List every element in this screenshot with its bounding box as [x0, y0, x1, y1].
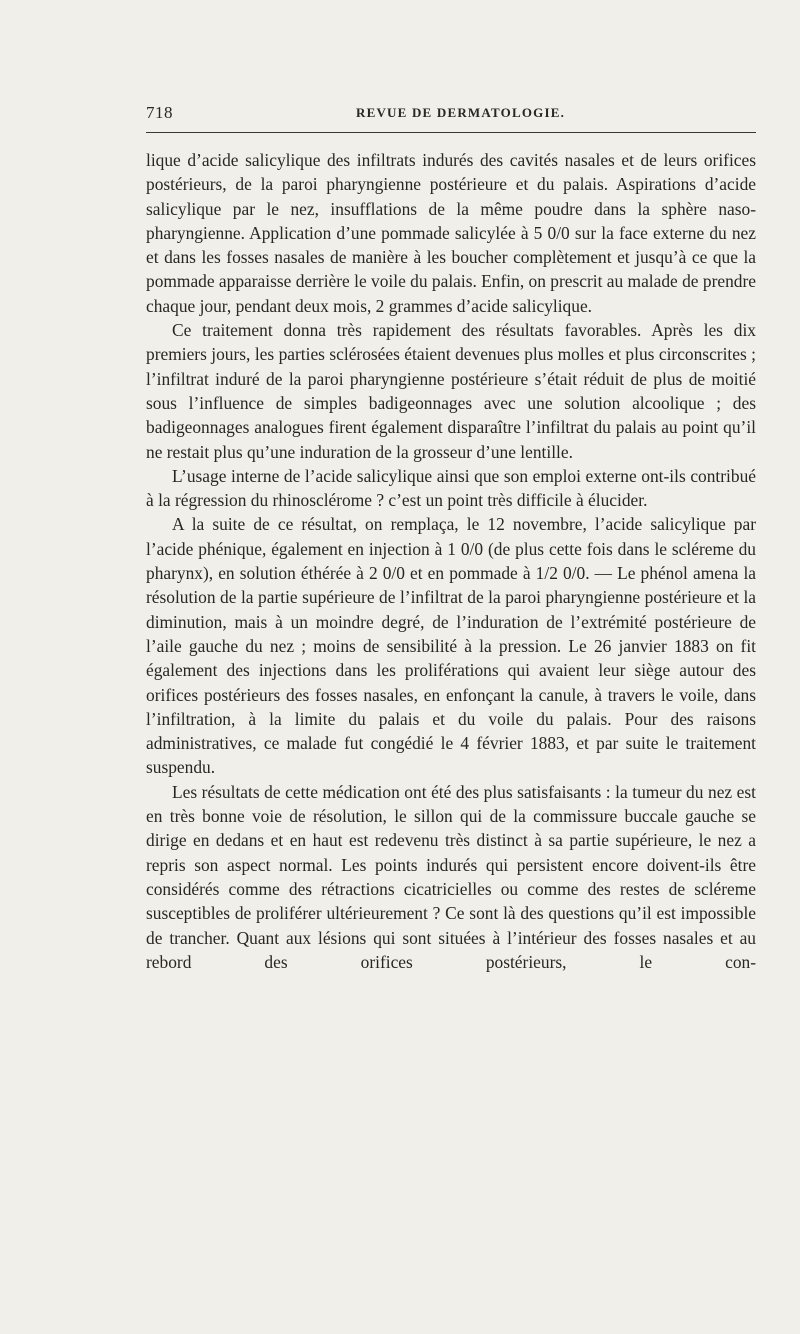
header-rule	[146, 132, 756, 133]
running-title: REVUE DE DERMATOLOGIE.	[356, 105, 566, 120]
paragraph-salicylic-question: L’usage interne de l’acide salicylique ainsi que son emploi externe ont-ils contribué à la régression du rhinosclérome ? c’est un point très difficile à élucider.	[146, 465, 756, 511]
paragraph-phenic-acid: A la suite de ce résultat, on remplaça, le 12 novembre, l’acide salicylique par l’acide phénique, également en injection à 1 0/0 (de plus cette fois dans le scléreme du pharynx), en solution éthérée à 2 0/0 et en pommade à 1/2 0/0. — Le phénol amena la résolution de la partie supérieure de l’infiltrat de la paroi pharyngienne postérieure et la diminution, mais à un moindre degré, de l’induration de l’extrémité postérieure de l’aile gauche du nez ; moins de sensibilité à la pression. Le 26 janvier 1883 on fit également des injections dans les proliférations qui avaient leur siège autour des orifices postérieurs des fosses nasales, en enfonçant la canule, à travers le voile, dans l’infiltration, à la limite du palais et du voile du palais. Pour des raisons administratives, ce malade fut congédié le 4 février 1883, et par suite le traitement suspendu.	[146, 514, 756, 778]
paragraph-treatment-results: Ce traitement donna très rapidement des résultats favorables. Après les dix premiers jours, les parties sclérosées étaient devenues plus molles et plus circonscrites ; l’infiltrat induré de la paroi pharyngienne postérieure s’était réduit de plus de moitié sous l’influence de simples badigeonnages avec une solution alcoolique ; des badigeonnages analogues firent également disparaître l’infiltrat du palais au point qu’il ne restait plus qu’une induration de la grosseur d’une lentille.	[146, 320, 756, 462]
paragraph-continued: lique d’acide salicylique des infiltrats indurés des cavités nasales et de leurs orifices postérieurs, de la paroi pharyngienne postérieure et du palais. Aspirations d’acide salicylique par le nez, insufflations de la même poudre dans la sphère naso-pharyngienne. Application d’une pommade salicylée à 5 0/0 sur la face externe du nez et dans les fosses nasales de manière à les boucher complètement et jusqu’à ce que la pommade apparaisse derrière le voile du palais. Enfin, on prescrit au malade de prendre chaque jour, pendant deux mois, 2 grammes d’acide salicylique.	[146, 150, 756, 316]
body-text	[146, 148, 756, 974]
running-header	[146, 101, 756, 129]
page-number: 718	[146, 103, 173, 122]
paragraph-medication-results: Les résultats de cette médication ont été des plus satisfaisants : la tumeur du nez est en très bonne voie de résolution, le sillon qui de la commissure buccale gauche se dirige en dedans et en haut est redevenu très distinct à sa partie supérieure, le nez a repris son aspect normal. Les points indurés qui persistent encore doivent-ils être considérés comme des rétractions cicatricielles ou comme des restes de scléreme susceptibles de proliférer ultérieurement ? Ce sont là des questions qu’il est impossible de trancher. Quant aux lésions qui sont situées à l’intérieur des fosses nasales et au rebord des orifices postérieurs, le con-	[146, 781, 756, 972]
